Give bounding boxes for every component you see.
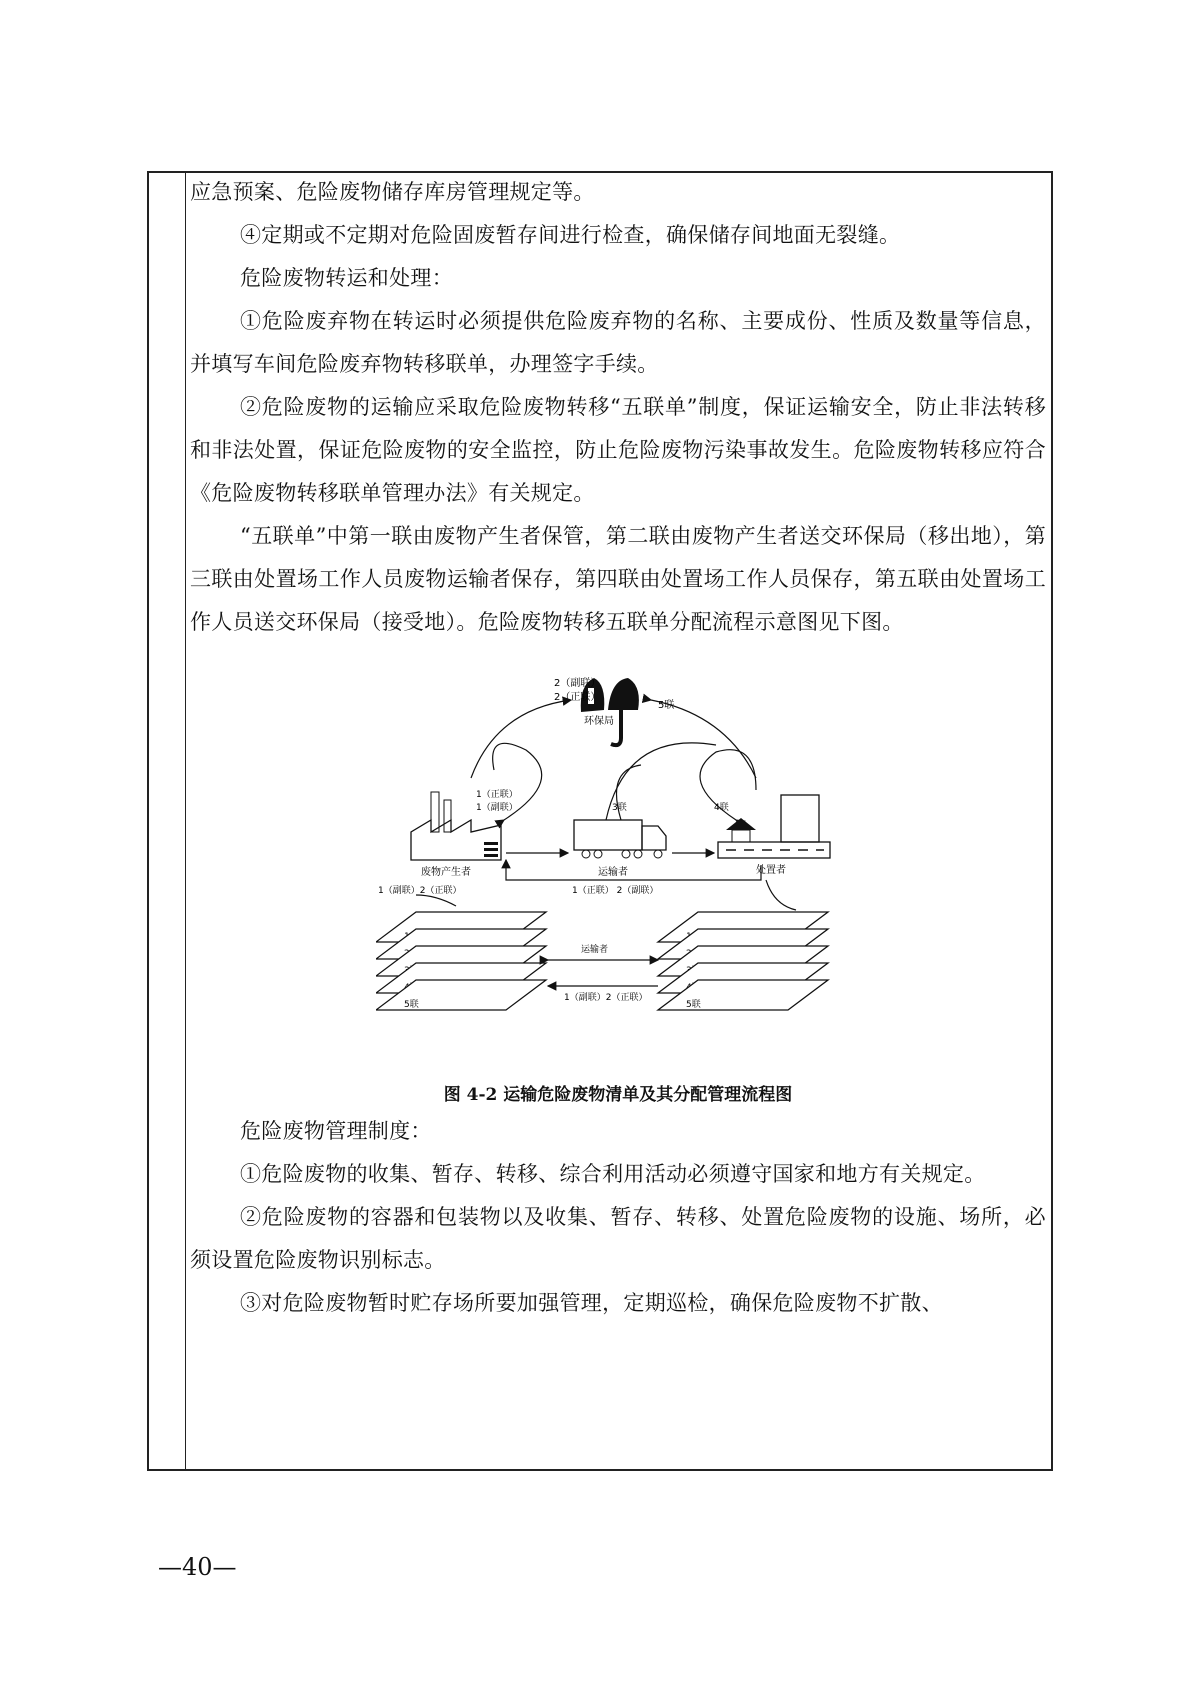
flow-diagram: [376, 670, 866, 1050]
paragraph-group-top: [190, 171, 1046, 644]
curve-disposer-to-stack: [766, 880, 796, 910]
truck-icon: [574, 820, 666, 858]
table-column-divider: [185, 173, 186, 1469]
form-sheet-label: 5联: [404, 1000, 419, 1010]
arc-disposer-to-epa: [651, 700, 756, 778]
right-form-stack: [658, 912, 828, 1010]
paragraph: “五联单”中第一联由废物产生者保管，第二联由废物产生者送交环保局（移出地），第三联由处置场工作人员废物运输者保存，第四联由处置场工作人员保存，第五联由处置场工作人员送交环保局（接受地）。危险废物转移五联单分配流程示意图见下图。: [190, 524, 1046, 634]
paragraph: 危险废物转运和处理：: [240, 266, 453, 290]
lian5-label: 5联: [658, 700, 675, 711]
stack-mid-bottom-label: 1（副联）2（正联）: [564, 993, 648, 1003]
transporter-label: 运输者: [598, 867, 628, 878]
disposal-facility-icon: [718, 795, 830, 858]
producer-name-label: 废物产生者: [421, 867, 471, 878]
paragraph: ②危险废物的容器和包装物以及收集、暂存、转移、处置危险废物的设施、场所，必须设置危险废物识别标志。: [190, 1205, 1046, 1272]
page-number: —40—: [158, 1553, 237, 1581]
flow-figure: [190, 670, 1046, 1080]
return-path-label: 1（正联） 2（副联）: [572, 886, 659, 896]
stack-mid-top-label: 运输者: [581, 945, 609, 955]
left-form-stack: [376, 912, 546, 1010]
paragraph: ③对危险废物暂时贮存场所要加强管理，定期巡检，确保危险废物不扩散、: [240, 1291, 943, 1315]
epa-name-label: 环保局: [584, 716, 614, 727]
producer-label-1: 1（正联）: [476, 790, 518, 800]
curve-producer-to-stack: [416, 895, 456, 906]
cell-content: [190, 171, 1046, 1325]
epa-top-label-2: 2（正联）: [554, 692, 601, 703]
paragraph: ①危险废弃物在转运时必须提供危险废弃物的名称、主要成份、性质及数量等信息，并填写车间危险废弃物转移联单，办理签字手续。: [190, 309, 1046, 376]
lian3-label: 3联: [612, 803, 627, 813]
form-sheet-label: 5联: [686, 1000, 701, 1010]
arc-producer-to-epa: [471, 700, 571, 778]
return-path: [506, 860, 761, 880]
paragraph: 危险废物管理制度：: [240, 1119, 432, 1143]
paragraph: 应急预案、危险废物储存库房管理规定等。: [190, 180, 595, 204]
paragraph: ①危险废物的收集、暂存、转移、综合利用活动必须遵守国家和地方有关规定。: [240, 1162, 986, 1186]
paragraph: ②危险废物的运输应采取危险废物转移“五联单”制度，保证运输安全，防止非法转移和非法处置，保证危险废物的安全监控，防止危险废物污染事故发生。危险废物转移应符合《危险废物转移联单管理办法》有关规定。: [190, 395, 1046, 505]
figure-caption: 图 4-2 运输危险废物清单及其分配管理流程图: [443, 1085, 793, 1105]
bottom-left-label: 1（副联）2（正联）: [378, 886, 462, 896]
producer-label-2: 1（副联）: [476, 803, 518, 813]
paragraph-group-bottom: [190, 1110, 1046, 1325]
lian4-label: 4联: [714, 803, 729, 813]
paragraph: ④定期或不定期对危险固废暂存间进行检查，确保储存间地面无裂缝。: [240, 223, 901, 247]
epa-top-label-1: 2（副联）: [554, 678, 601, 689]
disposer-label: 处置者: [756, 865, 786, 876]
